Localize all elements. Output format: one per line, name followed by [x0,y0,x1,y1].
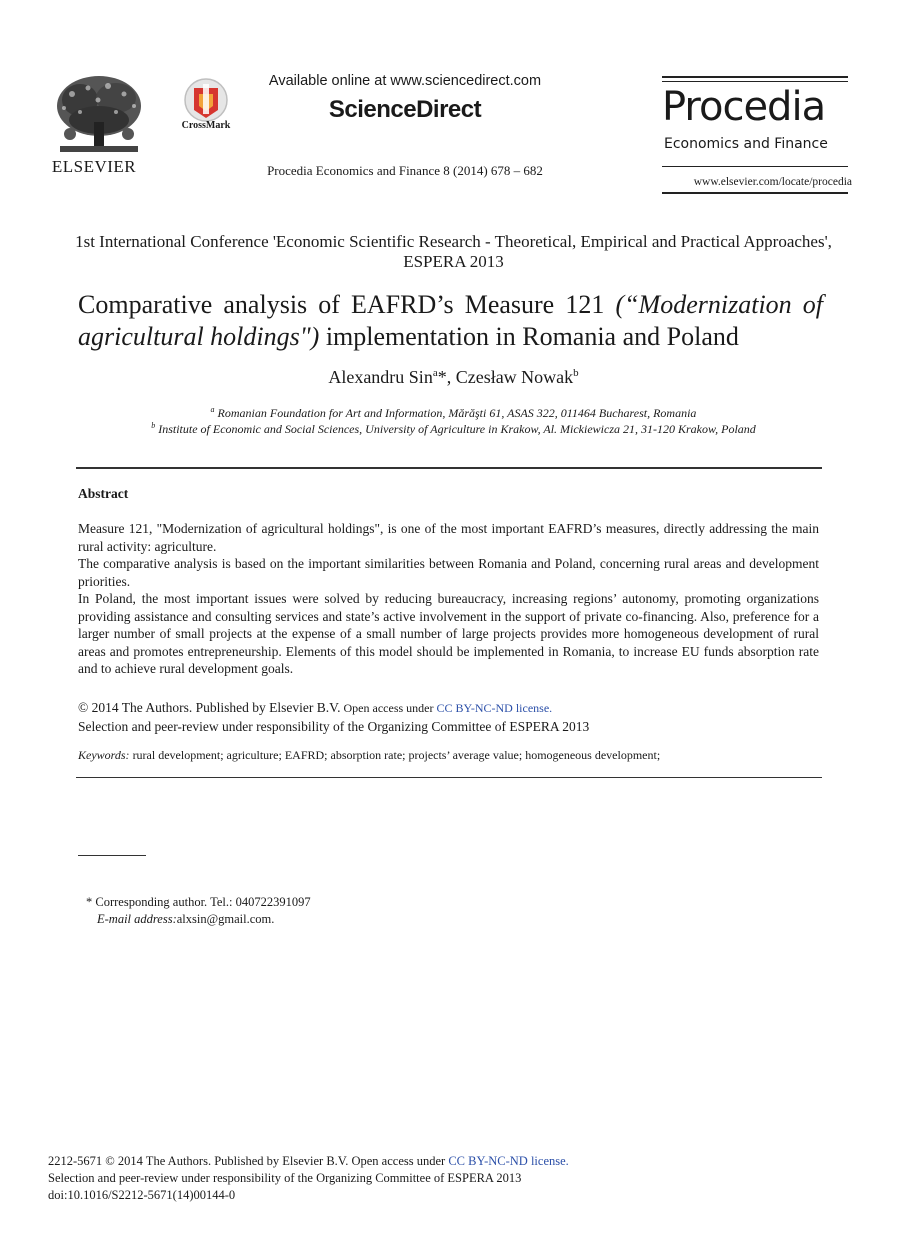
journal-reference: Procedia Economics and Finance 8 (2014) 678 – 682 [267,163,543,178]
email-label: E-mail address: [97,912,177,926]
affiliation-a [100,405,807,421]
affiliation-mark: a [210,405,215,414]
journal-subtitle: Economics and Finance [664,136,828,152]
affiliation-text: Institute of Economic and Social Sciences, University of Agriculture in Krakow, Al. Mickiewicza 21, 31-120 Krakow, Poland [155,422,756,436]
title-italic1: (“Modernization of [615,290,823,319]
journal-rule [662,166,848,167]
paper-title [78,289,823,353]
email-note [97,912,697,927]
affiliation-mark: a [432,367,438,379]
publisher-name: ELSEVIER [51,157,137,176]
journal-url-link[interactable]: www.elsevier.com/locate/procedia [693,176,852,188]
keywords-text: rural development; agriculture; EAFRD; absorption rate; projects’ average value; homogeneous development; [129,748,661,762]
abstract-paragraph: The comparative analysis is based on the important similarities between Romania and Poland, concerning rural areas and development priorities. [78,556,819,589]
abstract-paragraph: Measure 121, "Modernization of agricultural holdings", is one of the most important EAFRD’s measures, directly addressing the main rural activity: agriculture. [78,521,819,554]
footer-license-link[interactable]: CC BY-NC-ND license. [448,1154,569,1168]
footer-copyright [48,1154,848,1169]
copyright-block [78,699,819,735]
license-link[interactable]: CC BY-NC-ND license. [436,701,553,715]
copyright-text: © 2014 The Authors. Published by Elsevier B.V. [78,700,341,715]
abstract-paragraph: In Poland, the most important issues were solved by reducing bureaucracy, increasing regions’ autonomy, promoting organizations providing assistance and consulting services and state’s active involvement in the support of private co-financing. Also, preference for a larger number of small projects at the expense of a small number of large projects provides more homogeneous development of rural areas and promotes entrepreneurship. Elements of this model should be implemented in Romania, to increase EU funds absorption rate and to achieve rural development goals. [78,591,819,676]
author-list [150,367,757,388]
footer-issn-text: 2212-5671 © 2014 The Authors. Published by Elsevier B.V. Open access under [48,1154,449,1168]
keywords-line [78,748,819,763]
author-name: Alexandru Sin [328,367,433,387]
crossmark-label: CrossMark [181,120,231,131]
abstract-heading: Abstract [78,486,129,501]
title-italic2: agricultural holdings") [78,322,320,351]
journal-rule [662,192,848,194]
author-name: Czesław Nowak [455,367,574,387]
procedia-logo: Procedia [662,84,826,130]
affiliation-mark: b [573,367,579,379]
email-address[interactable]: alxsin@gmail.com. [176,912,275,926]
abstract-body [78,520,819,678]
conference-name: 1st International Conference 'Economic Scientific Research - Theoretical, Empirical and Practical Approaches', ESPERA 2013 [75,232,832,271]
crossmark-icon[interactable] [180,78,232,124]
available-online-text[interactable]: Available online at www.sciencedirect.com [268,73,542,89]
author-separator: , [446,367,456,387]
title-part1: Comparative analysis of EAFRD’s Measure 121 [78,290,616,319]
corresponding-author-note: * Corresponding author. Tel.: 040722391097 [86,895,311,909]
peer-review-text: Selection and peer-review under responsibility of the Organizing Committee of ESPERA 2013 [78,718,590,734]
section-divider [76,467,822,469]
journal-rule [662,76,848,78]
affiliation-mark: b [151,421,156,430]
affiliation-b [100,421,807,437]
title-part2: implementation in Romania and Poland [319,322,739,351]
corresponding-mark: * [437,367,447,387]
footer-doi[interactable]: doi:10.1016/S2212-5671(14)00144-0 [48,1188,236,1202]
keywords-label: Keywords: [78,748,130,762]
footnote-rule [78,855,146,856]
footer-peer-review: Selection and peer-review under responsibility of the Organizing Committee of ESPERA 2013 [48,1171,522,1185]
journal-rule [662,81,848,82]
sciencedirect-logo: ScienceDirect [328,96,482,123]
affiliation-text: Romanian Foundation for Art and Information, Mărăşti 61, ASAS 322, 011464 Bucharest, Romania [214,406,697,420]
section-divider [76,777,822,778]
open-access-text: Open access under [340,701,437,715]
